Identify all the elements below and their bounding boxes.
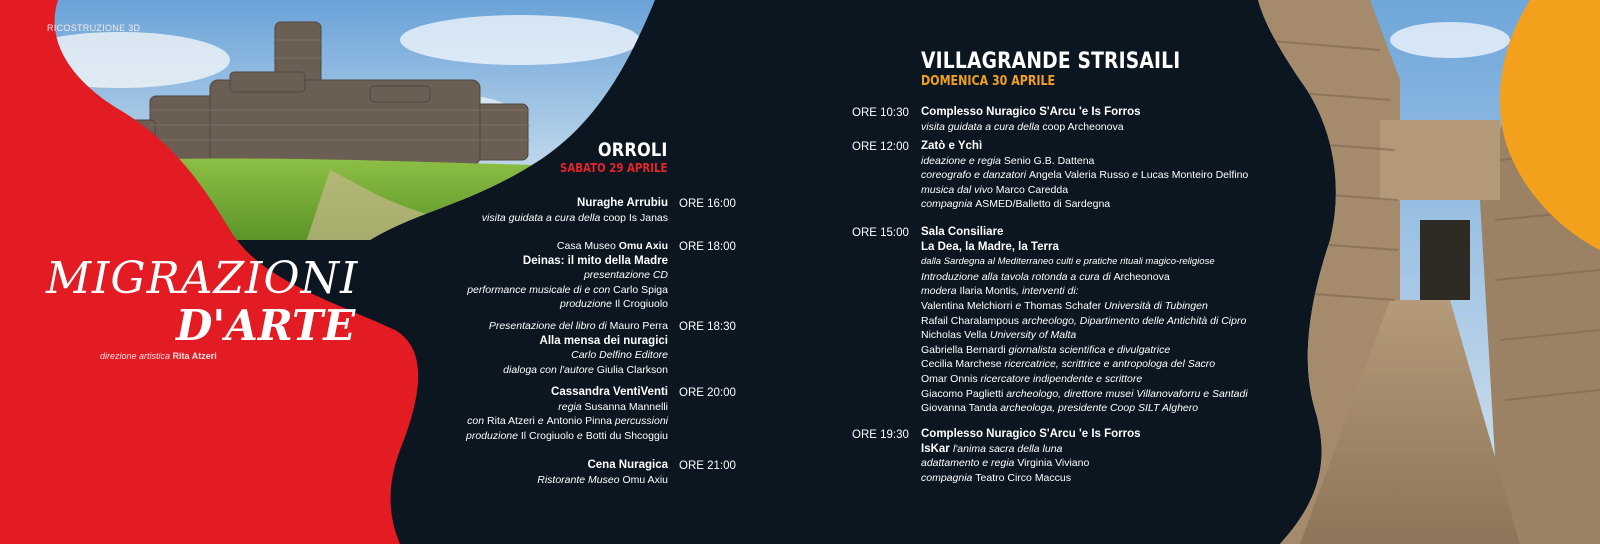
event-text: e [1129,169,1141,182]
event-text: Mauro Perra [609,320,668,332]
event-time: ORE 16:00 [679,198,736,210]
villagrande-header [921,49,1226,89]
event-text: con [467,415,488,428]
event-text: giornalista scientifica e divulgatrice [1005,343,1171,356]
event-line [921,343,1248,358]
event-text: Alla mensa dei nuragici [539,334,668,347]
event-text: Complesso Nuragico S'Arcu 'e Is Forros [921,106,1141,118]
event-line [921,456,1141,471]
director-name: Rita Atzeri [172,351,217,361]
event-time: ORE 18:30 [679,321,736,333]
event-line [921,240,1248,255]
event-time: ORE 21:00 [679,460,736,472]
event-line [537,473,668,488]
event-time: ORE 10:30 [852,107,909,119]
event-line [921,270,1248,285]
event-text: Ristorante Museo [537,473,623,486]
event-line [921,168,1248,183]
orroli-date: SABATO 29 APRILE [560,161,668,175]
event-text: , interventi di: [1016,285,1079,298]
event-text: dalla Sardegna al Mediterraneo culti e pratiche rituali magico-religiose [921,256,1215,268]
event-text: Archeonova [1113,270,1170,283]
event-line [489,319,668,334]
event-line [921,471,1141,486]
event-text: Lucas Monteiro Delfino [1140,169,1249,182]
event-line [489,348,668,363]
event-text: Thomas Schafer [1024,299,1102,312]
event-line [482,196,668,211]
event-text: Giovanna Tanda [921,402,998,415]
event-line [466,385,668,400]
event-text: Senio G.B. Dattena [1003,154,1095,167]
event-text: Complesso Nuragico S'Arcu 'e Is Forros [921,428,1141,440]
event-text: regia [558,400,585,413]
event-text: Ilaria Montis [959,285,1017,298]
event-text: Il Crogiuolo [520,429,574,442]
event-text: percussioni [611,415,668,428]
event-text: musica dal vivo [921,183,996,196]
artistic-direction [100,351,217,361]
direction-label: direzione artistica [100,351,171,361]
event-text: compagnia [921,198,976,211]
event-text: Susanna Mannelli [584,400,668,413]
event-text: compagnia [921,471,976,484]
event-text: Omar Onnis [921,372,978,385]
event-text: archeologo, Dipartimento delle Antichità di Cipro [1019,314,1247,327]
event-text: Rita Atzeri [487,415,535,428]
event-text: visita guidata a cura della [481,211,604,224]
event-text: Omu Axiu [622,473,668,486]
event-text: adattamento e regia [921,457,1018,470]
orroli-header [541,139,668,175]
event-text: Carlo Delfino Editore [571,349,668,362]
event-line [466,429,668,444]
event-text: coreografo e danzatori [921,169,1029,182]
event-text: Deinas: il mito della Madre [522,254,668,267]
event-line [921,401,1248,416]
event-block [921,427,1141,485]
event-line [921,120,1141,135]
event-line [921,183,1248,198]
event-text: Nicholas Vella [921,329,987,342]
event-text: e [574,429,586,442]
event-text: dialoga con l'autore [503,363,597,376]
event-line [921,197,1248,212]
event-line [921,427,1141,442]
event-line [921,372,1248,387]
event-line [482,211,668,226]
event-text: Antonio Pinna [546,415,612,428]
event-text: Giulia Clarkson [596,363,668,376]
event-text: Cassandra VentiVenti [551,386,668,398]
event-text: performance musicale di e con [467,283,614,296]
event-line [467,297,668,312]
event-block [482,196,668,225]
event-text: Presentazione del libro di [488,320,610,332]
event-text: modera [921,285,960,298]
event-text: Università di Tubingen [1101,299,1208,312]
event-text: Introduzione alla tavola rotonda a cura di [921,270,1114,283]
event-text: archeologa, presidente Coop SILT Alghero [997,402,1199,415]
event-text: Gabriella Bernardi [921,343,1006,356]
event-text: Marco Caredda [995,183,1069,196]
event-text: University of Malta [986,329,1077,342]
festival-logo [46,255,396,349]
event-text: La Dea, la Madre, la Terra [921,240,1059,253]
event-text: IsKar [921,442,953,455]
event-text: Il Crogiuolo [614,298,668,311]
orroli-title: ORROLI [598,139,668,161]
event-text: archeologo, direttore musei Villanovaforru e Santadi [1003,387,1248,400]
event-text: Rafail Charalampous [921,314,1020,327]
villagrande-date: DOMENICA 30 APRILE [921,74,1056,89]
event-text: Nuraghe Arrubiu [577,197,668,209]
event-time: ORE 15:00 [852,227,909,239]
event-line [467,283,668,298]
event-line [921,328,1248,343]
event-line [921,225,1248,240]
event-text: Giacomo Paglietti [921,387,1004,400]
event-block [921,225,1248,416]
event-text: Casa Museo [556,240,619,252]
event-block [467,239,668,312]
event-time: ORE 19:30 [852,429,909,441]
event-text: ASMED/Balletto di Sardegna [975,198,1111,211]
photo-caption: RICOSTRUZIONE 3D [47,23,141,33]
event-line [537,458,668,473]
event-line [467,239,668,254]
event-line [921,154,1248,169]
event-line [921,139,1248,154]
event-text: coop Is Janas [603,211,668,224]
logo-line-2: D'ARTE [176,301,356,350]
event-line [489,363,668,378]
event-block [466,385,668,443]
event-text: Sala Consiliare [921,226,1004,238]
event-text: Angela Valeria Russo [1028,169,1130,182]
event-block [537,458,668,487]
event-time: ORE 20:00 [679,387,736,399]
event-line [921,299,1248,314]
event-text: produzione [466,429,521,442]
event-line [921,442,1141,457]
event-text: coop Archeonova [1042,120,1124,133]
event-text: ricercatore indipendente e scrittore [977,372,1143,385]
event-time: ORE 18:00 [679,241,736,253]
event-text: e [1012,299,1025,312]
event-line [921,314,1248,329]
event-line [921,284,1248,299]
event-line [466,400,668,415]
event-text: Zatò e Ychì [921,140,983,152]
event-text: Omu Axiu [618,240,668,252]
event-line [467,254,668,269]
event-text: Valentina Melchiorri [921,299,1013,312]
event-line [921,254,1248,270]
event-text: produzione [560,298,615,311]
event-line [921,105,1141,120]
event-line [489,334,668,349]
event-text: l'anima sacra della luna [952,442,1063,455]
logo-line-1: MIGRAZIONI [46,253,359,304]
event-text: ideazione e regia [921,154,1004,167]
event-line [467,268,668,283]
event-time: ORE 12:00 [852,141,909,153]
event-line [921,387,1248,402]
event-text: Cecilia Marchese [921,358,1002,371]
event-text: e [534,415,547,428]
event-text: Carlo Spiga [613,283,668,296]
event-text: Cena Nuragica [587,459,668,471]
event-line [466,414,668,429]
event-text: presentazione CD [583,269,668,282]
event-block [921,139,1248,212]
event-text: ricercatrice, scrittrice e antropologa del Sacro [1001,358,1216,371]
event-block [921,105,1141,134]
event-text: Teatro Circo Maccus [975,471,1071,484]
event-block [489,319,668,377]
villagrande-title: VILLAGRANDE STRISAILI [921,49,1181,74]
event-text: Virginia Viviano [1017,457,1090,470]
event-text: Botti du Shcoggiu [585,429,668,442]
event-line [921,357,1248,372]
event-text: visita guidata a cura della [921,120,1043,133]
